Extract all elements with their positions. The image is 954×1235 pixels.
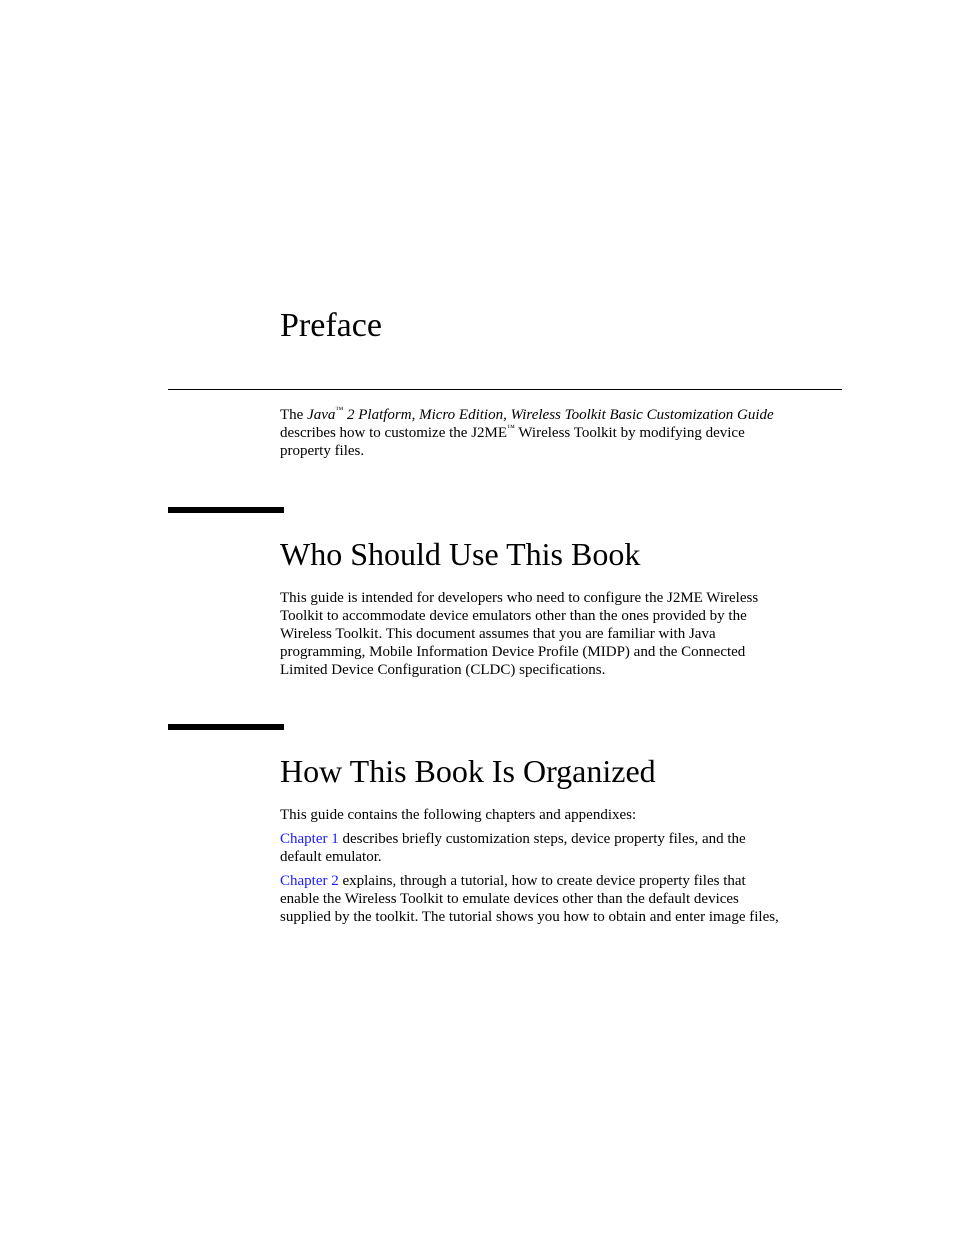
who-line: Limited Device Configuration (CLDC) specifications. [280,662,606,678]
intro-paragraph [280,406,842,460]
product-name-java: Java [307,407,336,423]
intro-line-3: property files. [280,443,365,459]
chapter-2-link[interactable]: Chapter 2 [280,873,339,889]
intro-line-1: The Java™ 2 Platform, Micro Edition, Wireless Toolkit Basic Customization Guide [280,405,774,423]
intro-line-2: describes how to customize the J2ME™ Wireless Toolkit by modifying device [280,423,745,441]
who-line: Wireless Toolkit. This document assumes that you are familiar with Java [280,626,716,642]
who-line: Toolkit to accommodate device emulators other than the ones provided by the [280,608,747,624]
book-title: 2 Platform, Micro Edition, Wireless Toolkit Basic Customization Guide [343,407,774,423]
page-title: Preface [280,307,382,344]
who-line: This guide is intended for developers who need to configure the J2ME Wireless [280,590,759,606]
chapter-1-link[interactable]: Chapter 1 [280,831,339,847]
section-bar-org [168,724,284,730]
section-heading-who: Who Should Use This Book [280,536,641,572]
section-heading-org: How This Book Is Organized [280,753,656,789]
chapter-2-description: Chapter 2 explains, through a tutorial, how to create device property files that enable the Wireless Toolkit to emulate devices other than the default devices supplied by the toolkit. The tutorial shows you how to obtain and enter image files, [280,873,779,925]
title-rule [168,389,842,390]
who-paragraph [280,589,842,679]
chapter-1-description: Chapter 1 describes briefly customization steps, device property files, and the default emulator. [280,831,746,865]
trademark-symbol: ™ [507,423,515,432]
section-bar-who [168,507,284,513]
trademark-symbol: ™ [335,405,344,414]
who-line: programming, Mobile Information Device Profile (MIDP) and the Connected [280,644,746,660]
org-intro: This guide contains the following chapters and appendixes: [280,807,637,823]
